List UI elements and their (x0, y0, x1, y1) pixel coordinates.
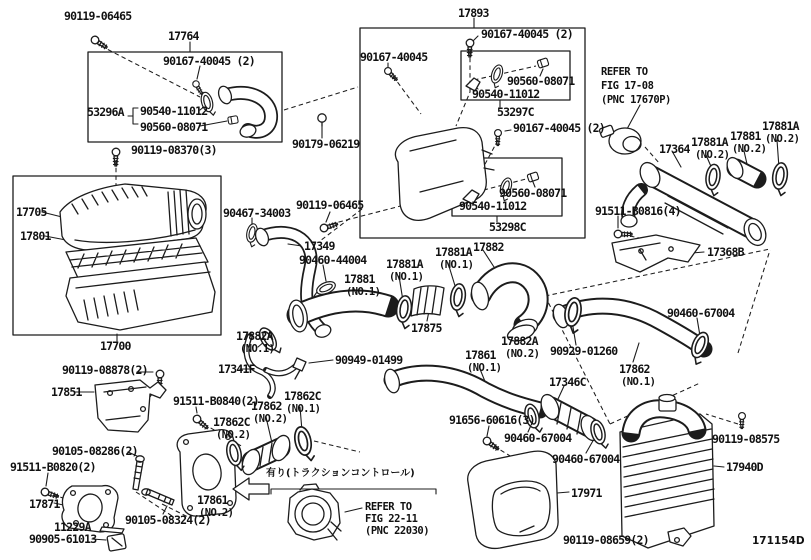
part-91511-B0816[interactable]: 91511-B0816(4) (595, 204, 681, 218)
note-traction: 有り(トラクションコントロール) (266, 468, 415, 479)
note-refer-2211-l3: (PNC 22030) (365, 525, 430, 537)
part-17764[interactable]: 17764 (168, 29, 199, 43)
part-17341F[interactable]: 17341F (218, 362, 255, 376)
part-90167-40045-left[interactable]: 90167-40045 (360, 50, 428, 64)
part-90119-08878[interactable]: 90119-08878(2) (62, 363, 148, 377)
note-refer-2211-l1: REFER TO (365, 501, 412, 513)
part-90167-40045-top[interactable]: 90167-40045 (2) (481, 27, 573, 41)
part-90119-06465-top[interactable]: 90119-06465 (64, 9, 132, 23)
part-17882A-no2[interactable]: 17882A (501, 334, 538, 348)
sub-17881-no1[interactable]: (NO.1) (346, 286, 381, 298)
part-90105-08324[interactable]: 90105-08324(2) (125, 513, 211, 527)
part-90167-40045-mid[interactable]: 90167-40045 (2) (513, 121, 605, 135)
part-17861-no1[interactable]: 17861 (465, 348, 496, 362)
part-90167-40045-17764[interactable]: 90167-40045 (2) (163, 54, 255, 68)
part-90460-67004-low[interactable]: 90460-67004 (552, 452, 620, 466)
part-17346C[interactable]: 17346C (549, 375, 586, 389)
part-17801[interactable]: 17801 (20, 229, 51, 243)
part-17851[interactable]: 17851 (51, 385, 82, 399)
part-90119-06465-mid[interactable]: 90119-06465 (296, 198, 364, 212)
note-refer-1708-l2: FIG 17-08 (601, 80, 654, 92)
part-17700[interactable]: 17700 (100, 339, 131, 353)
part-17871[interactable]: 17871 (29, 497, 60, 511)
part-91511-B0840[interactable]: 91511-B0840(2) (173, 394, 259, 408)
part-17861-no2[interactable]: 17861 (197, 493, 228, 507)
part-90560-08071-53297C[interactable]: 90560-08071 (507, 74, 575, 88)
sub-17881A-no1-left[interactable]: (NO.1) (389, 271, 424, 283)
sub-17882A-no2[interactable]: (NO.2) (505, 348, 540, 360)
part-90540-11012-53298C[interactable]: 90540-11012 (459, 199, 527, 213)
part-17881-no2[interactable]: 17881 (730, 129, 761, 143)
part-90929-01260[interactable]: 90929-01260 (550, 344, 618, 358)
note-refer-1708-l1: REFER TO (601, 66, 648, 78)
part-17881-no1[interactable]: 17881 (344, 272, 375, 286)
part-17705[interactable]: 17705 (16, 205, 47, 219)
sub-17862C-no1[interactable]: (NO.1) (286, 403, 321, 415)
part-91656-60616[interactable]: 91656-60616(3) (449, 413, 535, 427)
note-refer-1708-l3: (PNC 17670P) (601, 94, 671, 106)
part-53297C[interactable]: 53297C (497, 105, 534, 119)
sub-17862-no2[interactable]: (NO.2) (253, 413, 288, 425)
part-90105-08286[interactable]: 90105-08286(2) (52, 444, 138, 458)
part-90460-67004-mid[interactable]: 90460-67004 (504, 431, 572, 445)
part-17940D[interactable]: 17940D (726, 460, 763, 474)
part-17893[interactable]: 17893 (458, 6, 489, 20)
part-90905-61013[interactable]: 90905-61013 (29, 532, 97, 546)
part-17881A-no2-left[interactable]: 17881A (691, 135, 728, 149)
part-11229A[interactable]: 11229A (54, 520, 91, 534)
part-90949-01499[interactable]: 90949-01499 (335, 353, 403, 367)
part-17862C-no2[interactable]: 17862C (213, 415, 250, 429)
part-17364[interactable]: 17364 (659, 142, 690, 156)
part-53298C[interactable]: 53298C (489, 220, 526, 234)
sub-17881A-no2-right[interactable]: (NO.2) (765, 133, 800, 145)
part-17882A-no1[interactable]: 17882A (236, 329, 273, 343)
sub-17862C-no2[interactable]: (NO.2) (216, 429, 251, 441)
part-17881A-no1-left[interactable]: 17881A (386, 257, 423, 271)
sub-17881-no2[interactable]: (NO.2) (732, 143, 767, 155)
part-17971[interactable]: 17971 (571, 486, 602, 500)
sub-17861-no2[interactable]: (NO.2) (199, 507, 234, 519)
part-90560-08071-53298C[interactable]: 90560-08071 (499, 186, 567, 200)
sub-17881A-no2-left[interactable]: (NO.2) (695, 149, 730, 161)
part-17862C-no1[interactable]: 17862C (284, 389, 321, 403)
part-17875[interactable]: 17875 (411, 321, 442, 335)
note-refer-2211-l2: FIG 22-11 (365, 513, 418, 525)
part-90119-08370[interactable]: 90119-08370(3) (131, 143, 217, 157)
sub-17882A-no1[interactable]: (NO.1) (240, 343, 275, 355)
sub-17861-no1[interactable]: (NO.1) (467, 362, 502, 374)
part-17881A-no2-right[interactable]: 17881A (762, 119, 799, 133)
part-90119-08575[interactable]: 90119-08575 (712, 432, 780, 446)
part-90540-11012-17764[interactable]: 90540-11012 (140, 104, 208, 118)
part-90540-11012-53297C[interactable]: 90540-11012 (472, 87, 540, 101)
part-17862-no2[interactable]: 17862 (251, 399, 282, 413)
part-91511-B0820[interactable]: 91511-B0820(2) (10, 460, 96, 474)
part-90467-34003[interactable]: 90467-34003 (223, 206, 291, 220)
diagram-code: 171154D (752, 535, 805, 547)
part-90560-08071-17764[interactable]: 90560-08071 (140, 120, 208, 134)
part-90460-67004-right[interactable]: 90460-67004 (667, 306, 735, 320)
part-90460-44004[interactable]: 90460-44004 (299, 253, 367, 267)
part-90179-06219[interactable]: 90179-06219 (292, 137, 360, 151)
sub-17881A-no1-right[interactable]: (NO.1) (439, 259, 474, 271)
part-17349[interactable]: 17349 (304, 239, 335, 253)
part-17368B[interactable]: 17368B (707, 245, 744, 259)
part-90119-08659[interactable]: 90119-08659(2) (563, 533, 649, 547)
sub-17862-no1[interactable]: (NO.1) (621, 376, 656, 388)
part-17882[interactable]: 17882 (473, 240, 504, 254)
part-17862-no1[interactable]: 17862 (619, 362, 650, 376)
part-53296A[interactable]: 53296A (87, 105, 124, 119)
part-17881A-no1-right[interactable]: 17881A (435, 245, 472, 259)
